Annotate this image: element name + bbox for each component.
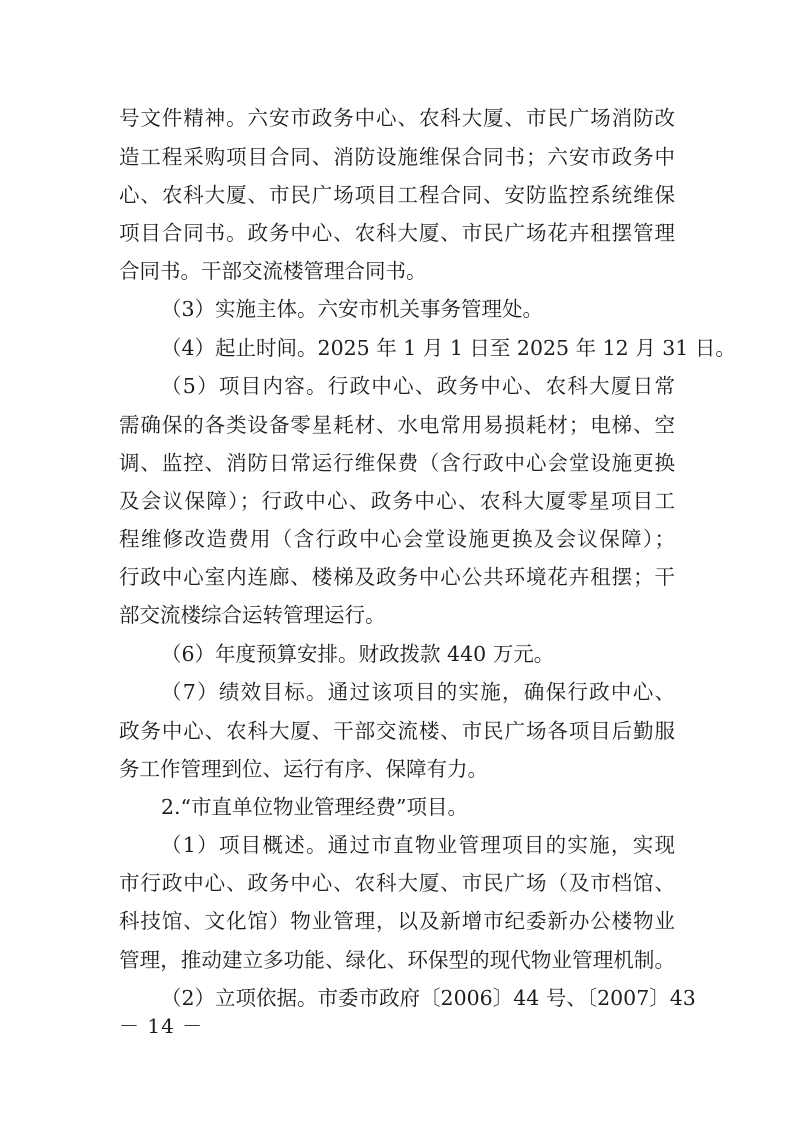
text-line: 程维修改造费用（含行政中心会堂设施更换及会议保障）； (119, 527, 675, 551)
text-line: 心、农科大厦、市民广场项目工程合同、安防监控系统维保 (119, 183, 675, 207)
text-line: 调、监控、消防日常运行维保费（含行政中心会堂设施更换 (119, 451, 675, 475)
text-line: 务工作管理到位、运行有序、保障有力。 (119, 757, 488, 781)
text-line: 管理，推动建立多功能、绿化、环保型的现代物业管理机制。 (119, 948, 675, 972)
page-number: － 14 － (119, 1014, 204, 1038)
text-line: 部交流楼综合运转管理运行。 (119, 603, 386, 627)
text-line: 2.“市直单位物业管理经费”项目。 (161, 795, 469, 819)
text-line: 及会议保障）；行政中心、政务中心、农科大厦零星项目工 (119, 489, 675, 513)
text-line: 需确保的各类设备零星耗材、水电常用易损耗材；电梯、空 (119, 413, 675, 437)
text-line: （1）项目概述。通过市直物业管理项目的实施，实现 (161, 833, 675, 857)
text-line: （3）实施主体。六安市机关事务管理处。 (161, 297, 544, 321)
text-line: 号文件精神。六安市政务中心、农科大厦、市民广场消防改 (119, 106, 675, 130)
text-line: （6）年度预算安排。财政拨款 440 万元。 (161, 642, 555, 666)
text-line: （7）绩效目标。通过该项目的实施，确保行政中心、 (161, 680, 675, 704)
text-line: 市行政中心、政务中心、农科大厦、市民广场（及市档馆、 (119, 871, 675, 895)
text-line: 行政中心室内连廊、楼梯及政务中心公共环境花卉租摆；干 (119, 565, 675, 589)
text-line: 造工程采购项目合同、消防设施维保合同书；六安市政务中 (119, 145, 675, 169)
text-line: 政务中心、农科大厦、干部交流楼、市民广场各项目后勤服 (119, 719, 675, 743)
text-line: 合同书。干部交流楼管理合同书。 (119, 259, 427, 283)
text-line: 项目合同书。政务中心、农科大厦、市民广场花卉租摆管理 (119, 221, 675, 245)
text-line: （4）起止时间。2025 年 1 月 1 日至 2025 年 12 月 31 日。 (161, 336, 736, 360)
text-line: （2）立项依据。市委市政府〔2006〕44 号、〔2007〕43 (161, 986, 696, 1010)
text-line: （5）项目内容。行政中心、政务中心、农科大厦日常 (161, 374, 675, 398)
text-line: 科技馆、文化馆）物业管理，以及新增市纪委新办公楼物业 (119, 909, 675, 933)
